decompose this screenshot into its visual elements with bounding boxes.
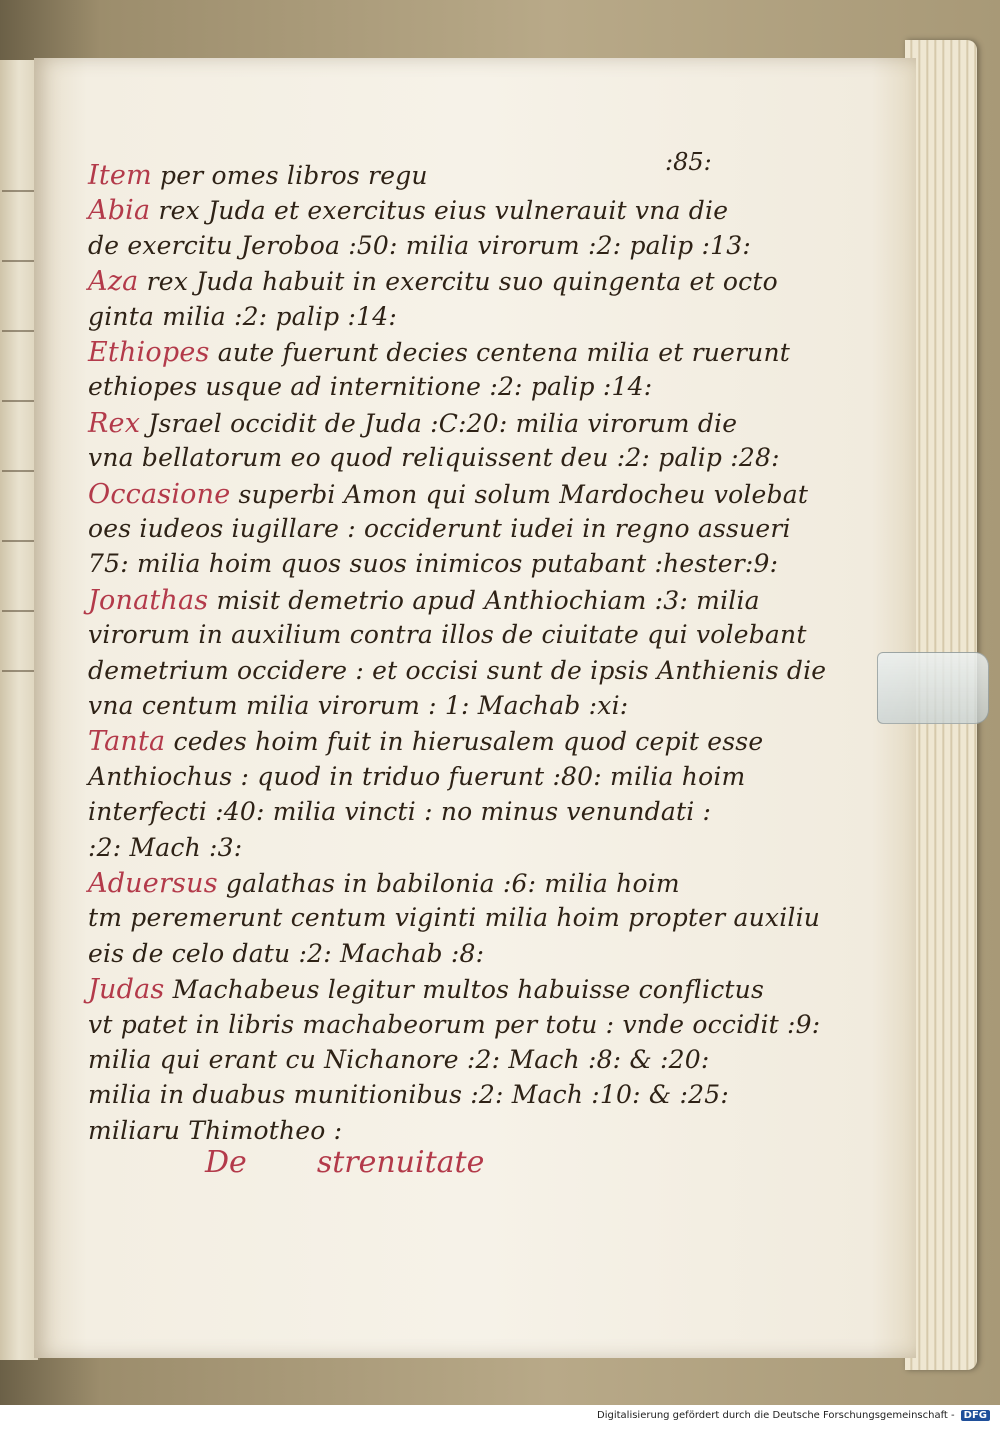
line-text: milia in duabus munitionibus :2: Mach :10: & :25: xyxy=(88,1080,729,1110)
line-text: Jsrael occidit de Juda :C:20: milia virorum die xyxy=(140,408,738,438)
manuscript-line xyxy=(88,408,737,439)
rubric-initial: Tanta xyxy=(88,726,166,758)
line-text: vna centum milia virorum : 1: Machab :xi: xyxy=(88,691,629,720)
line-text: :2: Mach :3: xyxy=(88,832,243,862)
left-page-scrap xyxy=(2,600,36,612)
manuscript-line xyxy=(88,620,807,649)
rubric-initial: Ethiopes xyxy=(88,337,210,368)
left-page-scrap xyxy=(2,250,36,262)
line-text: Anthiochus : quod in triduo fuerunt :80: milia hoim xyxy=(88,761,746,791)
manuscript-line xyxy=(88,514,791,543)
manuscript-line xyxy=(88,160,428,191)
credit-text: Digitalisierung gefördert durch die Deutsche Forschungsgemeinschaft - xyxy=(597,1410,955,1421)
manuscript-line xyxy=(88,195,728,226)
manuscript-line xyxy=(88,1010,820,1039)
line-text: vt patet in libris machabeorum per totu : vnde occidit :9: xyxy=(88,1009,821,1039)
rubric-initial: Jonathas xyxy=(88,584,209,616)
line-text: aute fuerunt decies centena milia et ruerunt xyxy=(209,338,791,367)
line-text: de exercitu Jeroboa :50: milia virorum :2: palip :13: xyxy=(88,230,751,260)
left-page-scrap xyxy=(2,390,36,402)
line-text: ethiopes usque ad internitione :2: palip :14: xyxy=(88,372,653,402)
line-text: galathas in babilonia :6: milia hoim xyxy=(217,869,680,898)
line-text: ginta milia :2: palip :14: xyxy=(88,301,397,331)
folio-number: :85: xyxy=(665,148,712,176)
manuscript-line xyxy=(88,868,680,899)
left-page-scrap xyxy=(2,460,36,472)
manuscript-line xyxy=(88,797,711,826)
manuscript-line xyxy=(88,231,751,260)
dfg-logo: DFG xyxy=(961,1410,990,1421)
rubric-initial: Rex xyxy=(88,407,141,439)
line-text: eis de celo datu :2: Machab :8: xyxy=(88,938,485,968)
digitization-credit xyxy=(597,1410,990,1421)
rubric-initial: Aza xyxy=(88,266,139,298)
left-page-scrap xyxy=(2,660,36,672)
manuscript-line xyxy=(88,302,397,331)
manuscript-line xyxy=(88,762,745,791)
line-text: milia qui erant cu Nichanore :2: Mach :8: & :20: xyxy=(88,1045,710,1074)
rubric-initial: Judas xyxy=(88,974,165,1006)
manuscript-line xyxy=(88,726,763,757)
line-text: Machabeus legitur multos habuisse conflictus xyxy=(164,975,764,1005)
manuscript-line xyxy=(88,1045,710,1074)
left-page-scrap xyxy=(2,180,36,192)
line-text: superbi Amon qui solum Mardocheu volebat xyxy=(230,479,809,509)
manuscript-line xyxy=(88,974,764,1005)
manuscript-line xyxy=(88,691,628,720)
footer-rubric-title xyxy=(205,1145,484,1180)
manuscript-line xyxy=(88,903,820,932)
manuscript-line xyxy=(88,1116,342,1145)
manuscript-line xyxy=(88,372,652,401)
footer-title-word: strenuitate xyxy=(316,1145,485,1180)
line-text: vna bellatorum eo quod reliquissent deu :2: palip :28: xyxy=(88,443,780,473)
manuscript-line xyxy=(88,939,484,968)
manuscript-line xyxy=(88,833,242,862)
line-text: rex Juda et exercitus eius vulnerauit vna die xyxy=(150,196,729,226)
rubric-initial: Abia xyxy=(88,195,151,227)
rubric-initial: Occasione xyxy=(88,478,231,510)
line-text: rex Juda habuit in exercitu suo quingenta et octo xyxy=(138,267,778,297)
manuscript-line xyxy=(88,549,778,578)
rubric-initial: Aduersus xyxy=(88,868,218,899)
line-text: cedes hoim fuit in hierusalem quod cepit esse xyxy=(165,727,764,757)
manuscript-line xyxy=(88,585,760,616)
line-text: miliaru Thimotheo : xyxy=(88,1115,343,1145)
manuscript-line xyxy=(88,656,826,685)
line-text: 75: milia hoim quos suos inimicos putabant :hester:9: xyxy=(88,549,779,579)
line-text: virorum in auxilium contra illos de ciuitate qui volebant xyxy=(88,620,807,650)
line-text: per omes libros regu xyxy=(151,161,428,190)
manuscript-line xyxy=(88,266,778,297)
line-text: interfecti :40: milia vincti : no minus venundati : xyxy=(88,797,712,827)
left-page-scrap xyxy=(2,530,36,542)
page-tab-marker xyxy=(877,652,989,724)
left-page-scrap xyxy=(2,320,36,332)
line-text: misit demetrio apud Anthiochiam :3: milia xyxy=(208,585,760,615)
rubric-initial: Item xyxy=(88,160,152,191)
manuscript-line xyxy=(88,1080,729,1109)
manuscript-line xyxy=(88,479,808,510)
line-text: oes iudeos iugillare : occiderunt iudei in regno assueri xyxy=(88,514,791,543)
manuscript-line xyxy=(88,443,780,472)
line-text: tm peremerunt centum viginti milia hoim propter auxiliu xyxy=(88,903,821,933)
manuscript-line xyxy=(88,337,790,368)
footer-title-word: De xyxy=(205,1145,247,1180)
line-text: demetrium occidere : et occisi sunt de ipsis Anthienis die xyxy=(88,655,827,685)
